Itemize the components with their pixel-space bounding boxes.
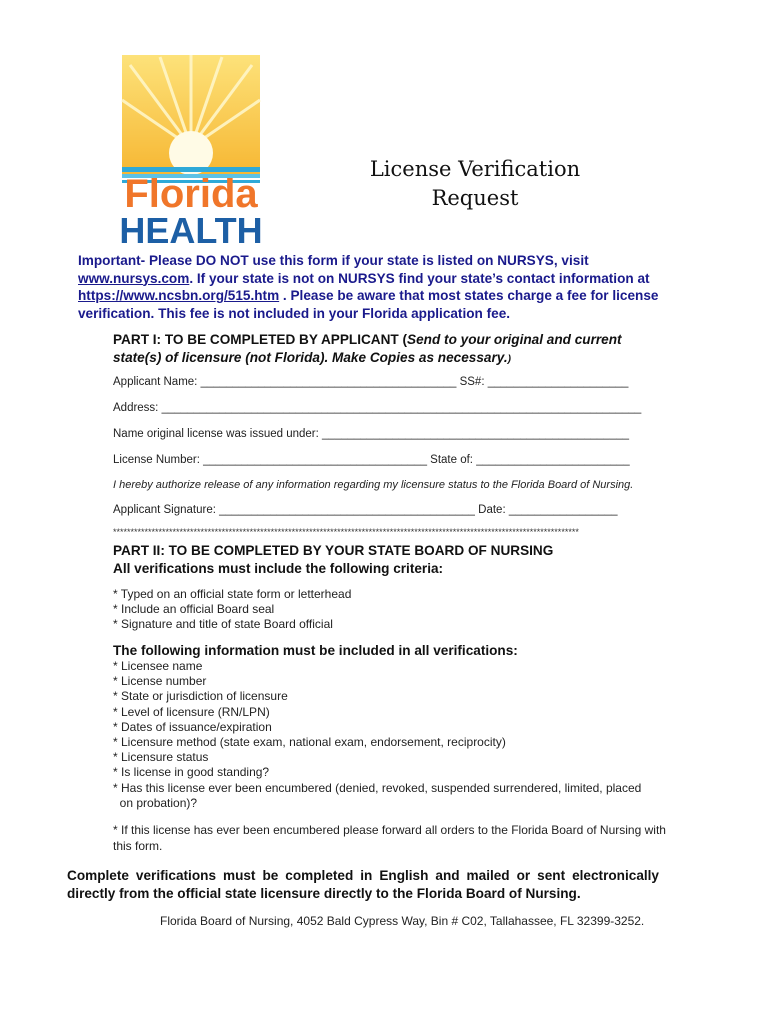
- license-number-field[interactable]: License Number: ___________________________________ State of: ________________________: [113, 454, 630, 466]
- important-text-3: . Please be aware that most states charge a fee for license verification. This fee is not included in your Florida application fee.: [78, 288, 659, 321]
- original-name-field[interactable]: Name original license was issued under: ________________________________________________: [113, 428, 630, 440]
- ncsbn-link[interactable]: https://www.ncsbn.org/515.htm: [78, 288, 280, 303]
- info-list: [113, 659, 641, 811]
- applicant-name-field[interactable]: Applicant Name: ________________________________________ SS#: ______________________: [113, 376, 629, 388]
- list-item: * Is license in good standing?: [113, 765, 270, 780]
- title-line-1: License Verification: [369, 157, 581, 181]
- separator-line: *************************************************************************************************************************************: [113, 527, 579, 537]
- page-title: [330, 155, 620, 213]
- title-line-2: Request: [431, 186, 519, 210]
- list-item: * Licensure status: [113, 750, 209, 765]
- part1-heading-text: PART I: TO BE COMPLETED BY APPLICANT (: [113, 332, 408, 347]
- info-heading: The following information must be included in all verifications:: [113, 643, 518, 658]
- part1-heading-close: ): [507, 354, 511, 365]
- part1-heading: [113, 331, 673, 369]
- part2-subheading: All verifications must include the following criteria:: [113, 560, 444, 576]
- list-item: * Dates of issuance/expiration: [113, 719, 272, 734]
- completion-instructions: Complete verifications must be completed in English and mailed or sent electronically directly from the official state licensure directly to the Florida Board of Nursing.: [67, 868, 659, 901]
- part2-heading: [113, 542, 673, 577]
- address-field[interactable]: Address: ___________________________________________________________________________: [113, 402, 642, 414]
- list-item: on probation)?: [113, 795, 198, 810]
- logo-florida-text: Florida: [124, 172, 258, 216]
- list-item: * Level of licensure (RN/LPN): [113, 704, 270, 719]
- important-notice: [78, 252, 678, 322]
- list-item: * Signature and title of state Board official: [113, 617, 333, 632]
- criteria-list: [113, 587, 351, 633]
- authorization-statement: I hereby authorize release of any information regarding my licensure status to the Florida Board of Nursing.: [113, 479, 634, 491]
- logo-health-text: HEALTH: [119, 210, 263, 245]
- nursys-link[interactable]: www.nursys.com: [78, 270, 190, 286]
- important-text-2: . If your state is not on NURSYS find your state’s contact information at: [189, 270, 650, 286]
- signature-field[interactable]: Applicant Signature: ________________________________________ Date: _________________: [113, 504, 618, 516]
- list-item: * Licensure method (state exam, national exam, endorsement, reciprocity): [113, 735, 506, 750]
- list-item: * Has this license ever been encumbered (denied, revoked, suspended surrendered, limited, placed: [113, 780, 642, 795]
- list-item: * Licensee name: [113, 659, 203, 673]
- list-item: * Include an official Board seal: [113, 602, 275, 617]
- part2-title: PART II: TO BE COMPLETED BY YOUR STATE BOARD OF NURSING: [113, 543, 554, 558]
- florida-health-logo: [110, 55, 275, 245]
- list-item: * State or jurisdiction of licensure: [113, 689, 288, 704]
- important-text-1: Important- Please DO NOT use this form if your state is listed on NURSYS, visit: [78, 253, 589, 268]
- encumbered-note: * If this license has ever been encumbered please forward all orders to the Florida Board of Nursing with this form.: [113, 823, 666, 853]
- list-item: * Typed on an official state form or letterhead: [113, 587, 352, 601]
- board-address: Florida Board of Nursing, 4052 Bald Cypress Way, Bin # C02, Tallahassee, FL 32399-3252.: [160, 914, 645, 928]
- list-item: * License number: [113, 674, 207, 689]
- part1-heading-italic: Send to your original and current state(s) of licensure (not Florida). Make Copies as necessary.: [113, 332, 622, 365]
